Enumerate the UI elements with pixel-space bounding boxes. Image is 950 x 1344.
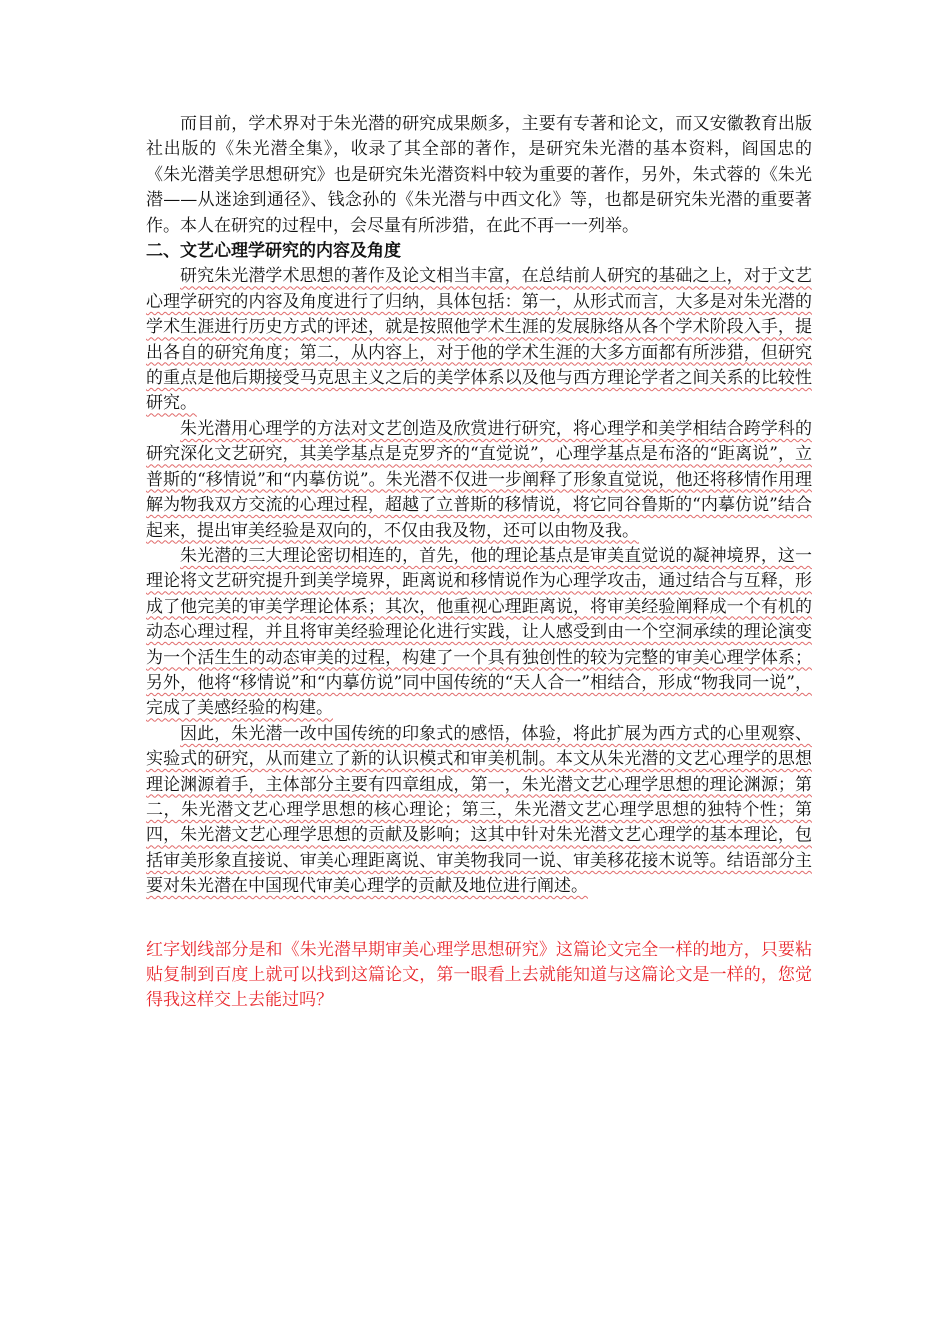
body-paragraph-3: 朱光潜的三大理论密切相连的，首先，他的理论基点是审美直觉说的凝神境界，这一理论将文艺研究提升到美学境界，距离说和移情说作为心理学攻击，通过结合与互释，形成了他完美的审美学理论体系；其次，他重视心理距离说，将审美经验阐释成一个有机的动态心理过程，并且将审美经验理论化进行实践，让人感受到由一个空洞承续的理论演变为一个活生生的动态审美的过程，构建了一个具有独创性的较为完整的审美心理学体系；另外，他将“移情说”和“内摹仿说”同中国传统的“天人合一”相结合，形成“物我同一说”，完成了美感经验的构建。	[146, 545, 812, 719]
red-note: 红字划线部分是和《朱光潜早期审美心理学思想研究》这篇论文完全一样的地方，只要粘贴复制到百度上就可以找到这篇论文，第一眼看上去就能知道与这篇论文是一样的，您觉得我这样交上去能过吗？	[146, 939, 812, 1011]
body-paragraph-1: 研究朱光潜学术思想的著作及论文相当丰富，在总结前人研究的基础之上，对于文艺心理学研究的内容及角度进行了归纳，具体包括：第一，从形式而言，大多是对朱光潜的学术生涯进行历史方式的评述，就是按照他学术生涯的发展脉络从各个学术阶段入手，提出各自的研究角度；第二，从内容上，对于他的学术生涯的大多方面都有所涉猎，但研究的重点是他后期接受马克思主义之后的美学体系以及他与西方理论学者之间关系的比较性研究。	[146, 266, 812, 414]
section-heading: 二、文艺心理学研究的内容及角度	[146, 241, 401, 262]
body-paragraph-4: 因此，朱光潜一改中国传统的印象式的感悟，体验，将此扩展为西方式的心里观察、实验式的研究，从而建立了新的认识模式和审美机制。本文从朱光潜的文艺心理学的思想理论渊源着手，主体部分主要有四章组成，第一，朱光潜文艺心理学思想的理论渊源；第二，朱光潜文艺心理学思想的核心理论；第三，朱光潜文艺心理学思想的独特个性；第四，朱光潜文艺心理学思想的贡献及影响；这其中针对朱光潜文艺心理学的基本理论，包括审美形象直接说、审美心理距离说、审美物我同一说、审美移花接木说等。结语部分主要对朱光潜在中国现代审美心理学的贡献及地位进行阐述。	[146, 723, 812, 897]
body-paragraph-2: 朱光潜用心理学的方法对文艺创造及欣赏进行研究，将心理学和美学相结合跨学科的研究深化文艺研究，其美学基点是克罗齐的“直觉说”，心理学基点是布洛的“距离说”，立普斯的“移情说”和“内摹仿说”。朱光潜不仅进一步阐释了形象直觉说，他还将移情作用理解为物我双方交流的心理过程，超越了立普斯的移情说，将它同谷鲁斯的“内摹仿说”结合起来，提出审美经验是双向的，不仅由我及物，还可以由物及我。	[146, 418, 812, 541]
document-page	[146, 112, 812, 1014]
intro-paragraph: 而目前，学术界对于朱光潜的研究成果颇多，主要有专著和论文，而又安徽教育出版社出版的《朱光潜全集》，收录了其全部的著作，是研究朱光潜的基本资料，阎国忠的《朱光潜美学思想研究》也是研究朱光潜资料中较为重要的著作，另外，朱式蓉的《朱光潜——从迷途到通径》、钱念孙的《朱光潜与中西文化》等，也都是研究朱光潜的重要著作。本人在研究的过程中，会尽量有所涉猎，在此不再一一列举。	[146, 114, 812, 236]
